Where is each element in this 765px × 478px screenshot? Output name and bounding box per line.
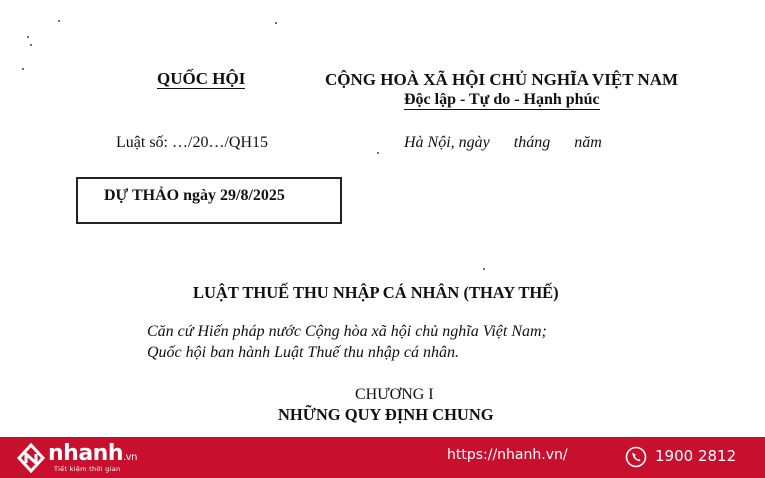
scan-speck [30,44,32,46]
footer-banner [0,437,765,478]
hotline-number[interactable]: 1900 2812 [655,447,737,465]
law-number: Luật số: …/20…/QH15 [116,134,268,151]
website-link[interactable]: https://nhanh.vn/ [447,447,568,463]
place-and-date: Hà Nội, ngày tháng năm [404,134,602,151]
phone-icon [625,446,647,468]
scan-speck [27,36,29,38]
brand-logo[interactable] [48,441,137,466]
scan-speck [275,22,277,24]
issuer-title: QUỐC HỘI [157,69,246,88]
scan-speck [377,152,379,154]
brand-name: nhanh [48,441,123,466]
national-motto: Độc lập - Tự do - Hạnh phúc [404,91,600,108]
scan-speck [483,268,485,270]
law-title: LUẬT THUẾ THU NHẬP CÁ NHÂN (THAY THẾ) [193,283,559,302]
chapter-number: CHƯƠNG I [355,386,434,403]
scan-speck [58,20,60,22]
preamble-line: Căn cứ Hiến pháp nước Cộng hòa xã hội chủ nghĩa Việt Nam; [147,323,547,340]
brand-tagline: Tiết kiệm thời gian [54,465,121,473]
brand-domain: .vn [123,452,137,463]
chapter-title: NHỮNG QUY ĐỊNH CHUNG [278,405,494,424]
scan-speck [22,68,24,70]
nhanh-logo-icon [16,443,46,473]
nation-title: CỘNG HOÀ XÃ HỘI CHỦ NGHĨA VIỆT NAM [325,70,679,89]
draft-label: DỰ THẢO ngày 29/8/2025 [104,187,285,204]
preamble-line: Quốc hội ban hành Luật Thuế thu nhập cá nhân. [147,344,459,361]
